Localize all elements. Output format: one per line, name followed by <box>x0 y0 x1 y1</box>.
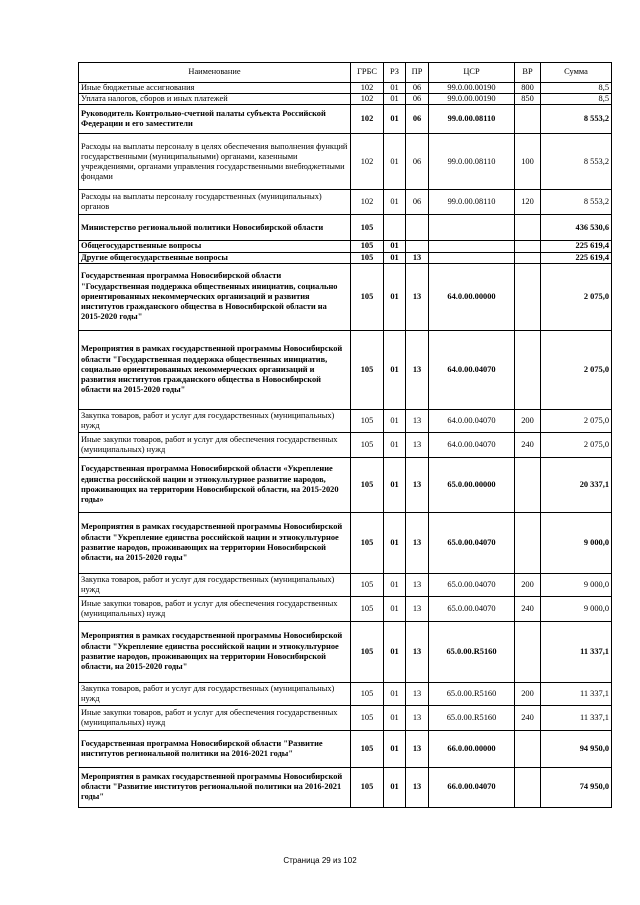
cell-name: Руководитель Контрольно-счетной палаты субъекта Российской Федерации и его заместители <box>79 105 351 134</box>
header-name: Наименование <box>79 63 351 83</box>
cell-vr: 200 <box>515 573 541 596</box>
cell-name: Другие общегосударственные вопросы <box>79 252 351 263</box>
cell-name: Уплата налогов, сборов и иных платежей <box>79 94 351 105</box>
cell-vr: 850 <box>515 94 541 105</box>
header-pr: ПР <box>406 63 429 83</box>
cell-grbs: 105 <box>351 252 384 263</box>
table-row <box>79 705 612 730</box>
cell-vr <box>515 215 541 241</box>
cell-sum: 94 950,0 <box>541 730 612 767</box>
header-vr: ВР <box>515 63 541 83</box>
cell-pr: 13 <box>406 432 429 457</box>
cell-vr <box>515 105 541 134</box>
cell-csr: 64.0.00.04070 <box>429 330 515 409</box>
cell-csr: 64.0.00.00000 <box>429 263 515 330</box>
table-row <box>79 457 612 512</box>
table-row <box>79 730 612 767</box>
cell-rz: 01 <box>384 457 406 512</box>
cell-grbs: 105 <box>351 512 384 573</box>
cell-rz: 01 <box>384 409 406 432</box>
cell-grbs: 102 <box>351 105 384 134</box>
cell-pr: 13 <box>406 682 429 705</box>
cell-rz: 01 <box>384 432 406 457</box>
cell-name: Мероприятия в рамках государственной программы Новосибирской области "Укрепление единства российской нации и этнокультурное развитие народов, проживающих на территории Новосибирской области, на 2015-2020 годы" <box>79 512 351 573</box>
cell-name: Иные закупки товаров, работ и услуг для обеспечения государственных (муниципальных) нужд <box>79 705 351 730</box>
cell-name: Государственная программа Новосибирской области "Государственная поддержка общественных инициатив, социально ориентированных некоммерческих организаций и развития институтов гражданского общества в Новосибирской области на 2015-2020 годы" <box>79 263 351 330</box>
cell-name: Мероприятия в рамках государственной программы Новосибирской области "Государственная поддержка общественных инициатив, социально ориентированных некоммерческих организаций и развития институтов гражданского общества в Новосибирской области на 2015-2020 годы" <box>79 330 351 409</box>
cell-csr: 64.0.00.04070 <box>429 409 515 432</box>
cell-grbs: 105 <box>351 432 384 457</box>
cell-grbs: 105 <box>351 682 384 705</box>
cell-grbs: 105 <box>351 730 384 767</box>
cell-name: Закупка товаров, работ и услуг для государственных (муниципальных) нужд <box>79 682 351 705</box>
cell-rz: 01 <box>384 330 406 409</box>
cell-csr: 64.0.00.04070 <box>429 432 515 457</box>
cell-csr: 65.0.00.00000 <box>429 457 515 512</box>
cell-grbs: 105 <box>351 263 384 330</box>
cell-vr <box>515 241 541 252</box>
cell-vr: 200 <box>515 682 541 705</box>
table-row <box>79 134 612 190</box>
table-row <box>79 409 612 432</box>
cell-pr: 13 <box>406 705 429 730</box>
cell-name: Иные закупки товаров, работ и услуг для обеспечения государственных (муниципальных) нужд <box>79 596 351 621</box>
cell-name: Общегосударственные вопросы <box>79 241 351 252</box>
cell-name: Мероприятия в рамках государственной программы Новосибирской области "Развитие институтов региональной политики на 2016-2021 годы" <box>79 767 351 807</box>
cell-csr: 99.0.00.08110 <box>429 105 515 134</box>
cell-sum: 11 337,1 <box>541 705 612 730</box>
cell-pr: 06 <box>406 105 429 134</box>
cell-rz: 01 <box>384 252 406 263</box>
cell-vr: 100 <box>515 134 541 190</box>
cell-pr: 13 <box>406 621 429 682</box>
table-row <box>79 263 612 330</box>
cell-grbs: 102 <box>351 190 384 215</box>
table-row <box>79 83 612 94</box>
cell-sum: 11 337,1 <box>541 682 612 705</box>
table-row <box>79 252 612 263</box>
cell-grbs: 105 <box>351 573 384 596</box>
cell-grbs: 105 <box>351 409 384 432</box>
cell-rz: 01 <box>384 83 406 94</box>
cell-rz: 01 <box>384 134 406 190</box>
cell-sum: 8 553,2 <box>541 190 612 215</box>
cell-csr: 99.0.00.08110 <box>429 190 515 215</box>
cell-rz: 01 <box>384 596 406 621</box>
table-row <box>79 190 612 215</box>
cell-sum: 11 337,1 <box>541 621 612 682</box>
table-row <box>79 241 612 252</box>
cell-pr <box>406 241 429 252</box>
cell-grbs: 102 <box>351 83 384 94</box>
cell-pr: 06 <box>406 94 429 105</box>
cell-sum: 8 553,2 <box>541 134 612 190</box>
cell-sum: 2 075,0 <box>541 263 612 330</box>
cell-csr <box>429 215 515 241</box>
cell-csr: 65.0.00.R5160 <box>429 705 515 730</box>
cell-rz: 01 <box>384 573 406 596</box>
cell-name: Государственная программа Новосибирской области «Укрепление единства российской нации и этнокультурное развитие народов, проживающих на территории Новосибирской области, на 2015-2020 годы» <box>79 457 351 512</box>
cell-rz: 01 <box>384 263 406 330</box>
table-body <box>79 83 612 808</box>
table-row <box>79 215 612 241</box>
cell-grbs: 105 <box>351 457 384 512</box>
cell-vr: 200 <box>515 409 541 432</box>
cell-name: Закупка товаров, работ и услуг для государственных (муниципальных) нужд <box>79 409 351 432</box>
table-row <box>79 512 612 573</box>
cell-csr <box>429 252 515 263</box>
table-row <box>79 105 612 134</box>
cell-sum: 8 553,2 <box>541 105 612 134</box>
cell-rz: 01 <box>384 730 406 767</box>
cell-rz: 01 <box>384 682 406 705</box>
cell-vr: 800 <box>515 83 541 94</box>
cell-vr <box>515 767 541 807</box>
cell-csr <box>429 241 515 252</box>
table-row <box>79 330 612 409</box>
cell-pr: 06 <box>406 83 429 94</box>
cell-vr <box>515 512 541 573</box>
cell-sum: 2 075,0 <box>541 330 612 409</box>
cell-sum: 20 337,1 <box>541 457 612 512</box>
cell-sum: 9 000,0 <box>541 512 612 573</box>
cell-pr: 13 <box>406 409 429 432</box>
cell-pr: 13 <box>406 263 429 330</box>
cell-pr: 13 <box>406 252 429 263</box>
table-row <box>79 596 612 621</box>
cell-sum: 8,5 <box>541 94 612 105</box>
cell-csr: 99.0.00.00190 <box>429 83 515 94</box>
cell-rz: 01 <box>384 705 406 730</box>
cell-pr: 13 <box>406 330 429 409</box>
cell-vr: 240 <box>515 432 541 457</box>
cell-grbs: 105 <box>351 767 384 807</box>
cell-pr: 13 <box>406 573 429 596</box>
table-row <box>79 621 612 682</box>
cell-pr <box>406 215 429 241</box>
cell-sum: 436 530,6 <box>541 215 612 241</box>
cell-rz: 01 <box>384 190 406 215</box>
cell-grbs: 105 <box>351 621 384 682</box>
cell-csr: 65.0.00.04070 <box>429 596 515 621</box>
table-header-row <box>79 63 612 83</box>
cell-sum: 9 000,0 <box>541 596 612 621</box>
cell-name: Иные закупки товаров, работ и услуг для обеспечения государственных (муниципальных) нужд <box>79 432 351 457</box>
cell-grbs: 105 <box>351 705 384 730</box>
cell-csr: 99.0.00.08110 <box>429 134 515 190</box>
table-row <box>79 573 612 596</box>
cell-csr: 65.0.00.04070 <box>429 573 515 596</box>
cell-sum: 74 950,0 <box>541 767 612 807</box>
cell-rz: 01 <box>384 94 406 105</box>
cell-pr: 13 <box>406 512 429 573</box>
cell-csr: 65.0.00.R5160 <box>429 682 515 705</box>
cell-name: Мероприятия в рамках государственной программы Новосибирской области "Укрепление единства российской нации и этнокультурное развитие народов, проживающих на территории Новосибирской области, на 2015-2020 годы" <box>79 621 351 682</box>
cell-sum: 225 619,4 <box>541 241 612 252</box>
cell-name: Расходы на выплаты персоналу государственных (муниципальных) органов <box>79 190 351 215</box>
header-csr: ЦСР <box>429 63 515 83</box>
budget-table <box>78 62 612 808</box>
cell-sum: 8,5 <box>541 83 612 94</box>
cell-csr: 65.0.00.04070 <box>429 512 515 573</box>
cell-pr: 13 <box>406 730 429 767</box>
cell-grbs: 102 <box>351 94 384 105</box>
header-rz: РЗ <box>384 63 406 83</box>
page-number: Страница 29 из 102 <box>283 856 357 865</box>
cell-rz: 01 <box>384 512 406 573</box>
cell-vr <box>515 263 541 330</box>
header-sum: Сумма <box>541 63 612 83</box>
table-row <box>79 432 612 457</box>
cell-sum: 2 075,0 <box>541 432 612 457</box>
table-row <box>79 767 612 807</box>
cell-csr: 66.0.00.00000 <box>429 730 515 767</box>
cell-name: Иные бюджетные ассигнования <box>79 83 351 94</box>
cell-vr <box>515 621 541 682</box>
cell-vr <box>515 457 541 512</box>
cell-sum: 2 075,0 <box>541 409 612 432</box>
table-row <box>79 94 612 105</box>
cell-grbs: 105 <box>351 330 384 409</box>
cell-sum: 9 000,0 <box>541 573 612 596</box>
cell-vr: 240 <box>515 705 541 730</box>
cell-vr <box>515 252 541 263</box>
cell-vr: 240 <box>515 596 541 621</box>
cell-grbs: 105 <box>351 241 384 252</box>
cell-vr: 120 <box>515 190 541 215</box>
cell-grbs: 105 <box>351 215 384 241</box>
cell-pr: 13 <box>406 457 429 512</box>
cell-csr: 65.0.00.R5160 <box>429 621 515 682</box>
cell-csr: 99.0.00.00190 <box>429 94 515 105</box>
cell-pr: 06 <box>406 134 429 190</box>
cell-sum: 225 619,4 <box>541 252 612 263</box>
header-grbs: ГРБС <box>351 63 384 83</box>
cell-pr: 06 <box>406 190 429 215</box>
cell-name: Государственная программа Новосибирской области "Развитие институтов региональной политики на 2016-2021 годы" <box>79 730 351 767</box>
cell-rz: 01 <box>384 105 406 134</box>
table-row <box>79 682 612 705</box>
cell-rz: 01 <box>384 767 406 807</box>
cell-pr: 13 <box>406 767 429 807</box>
cell-vr <box>515 730 541 767</box>
cell-rz: 01 <box>384 621 406 682</box>
cell-grbs: 102 <box>351 134 384 190</box>
cell-name: Закупка товаров, работ и услуг для государственных (муниципальных) нужд <box>79 573 351 596</box>
cell-name: Министерство региональной политики Новосибирской области <box>79 215 351 241</box>
cell-vr <box>515 330 541 409</box>
cell-rz <box>384 215 406 241</box>
cell-name: Расходы на выплаты персоналу в целях обеспечения выполнения функций государственными (муниципальными) органами, казенными учреждениями, органами управления государственными внебюджетными фондами <box>79 134 351 190</box>
cell-csr: 66.0.00.04070 <box>429 767 515 807</box>
cell-rz: 01 <box>384 241 406 252</box>
cell-grbs: 105 <box>351 596 384 621</box>
cell-pr: 13 <box>406 596 429 621</box>
